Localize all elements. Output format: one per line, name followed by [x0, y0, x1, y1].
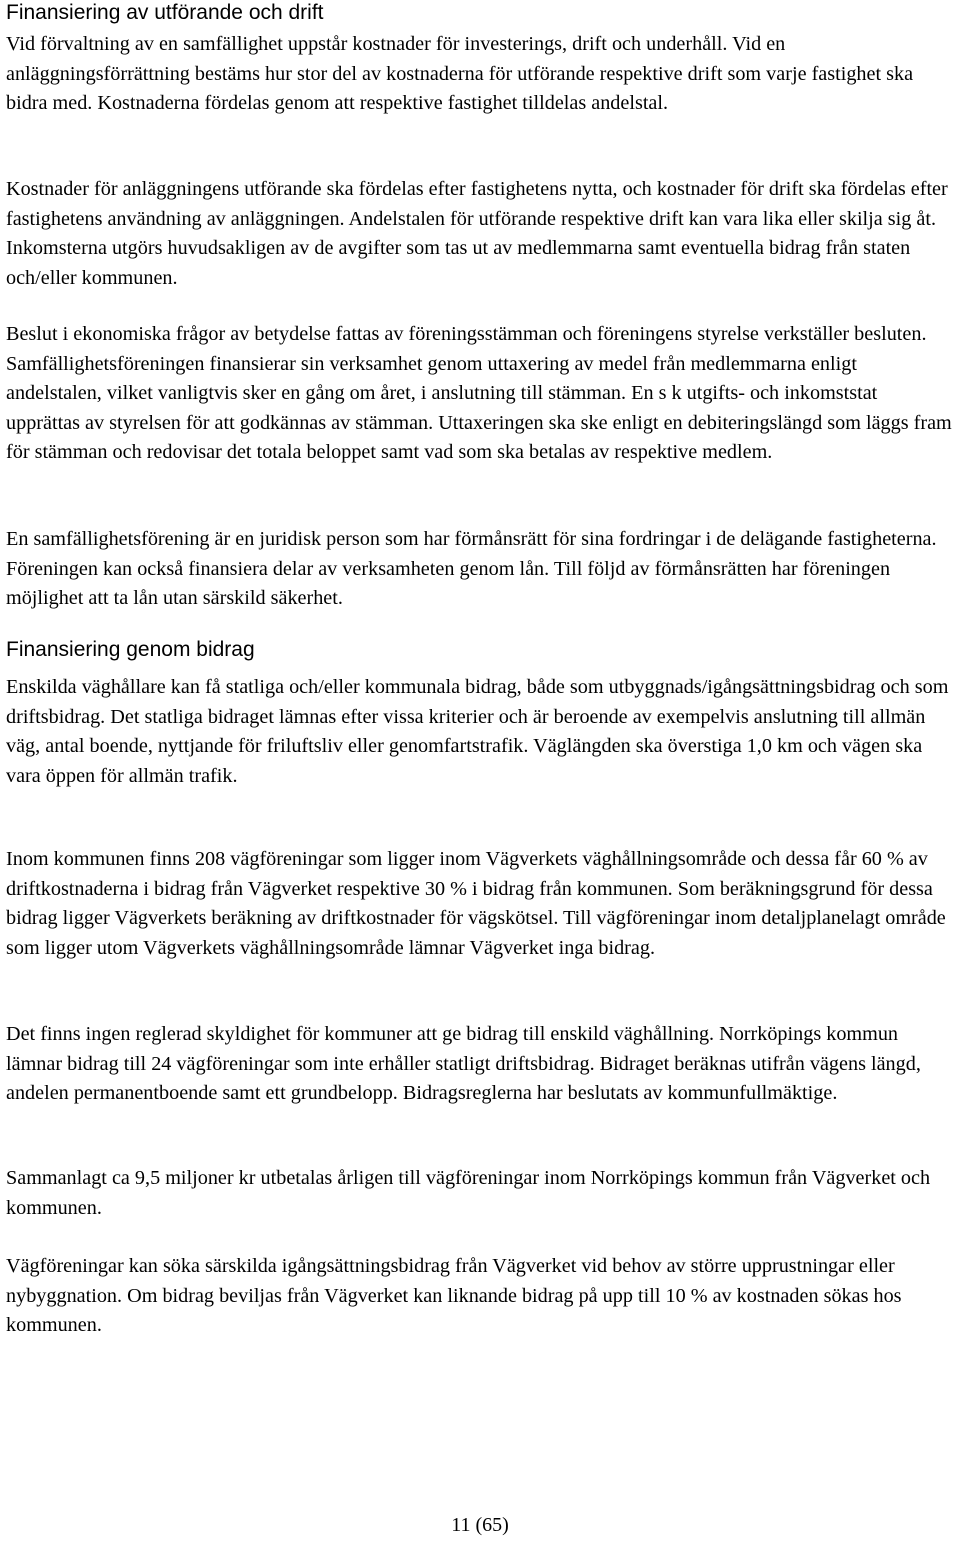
- paragraph-municipal-obligation: Det finns ingen reglerad skyldighet för kommuner att ge bidrag till enskild väghållning. Norrköpings kommun lämnar bidrag till 24 vägföreningar som inte erhåller statligt driftsbidrag. Bidraget beräknas utifrån vägens längd, andelen permanentboende samt ett grundbelopp. Bidragsreglerna har beslutats av kommunfullmäktige.: [6, 1023, 921, 1104]
- section-heading-financing-grants: Finansiering genom bidrag: [6, 638, 255, 661]
- paragraph-private-road-grants: Enskilda väghållare kan få statliga och/eller kommunala bidrag, både som utbyggnads/igångsättningsbidrag och som driftsbidrag. Det statliga bidraget lämnas efter vissa kriterier och är beroende av exempelvis anslutning till allmän väg, antal boende, nyttjande för friluftsliv eller genomfartstrafik. Väglängden ska överstiga 1,0 km och vägen ska vara öppen för allmän trafik.: [6, 676, 949, 787]
- paragraph-management-costs: Vid förvaltning av en samfällighet uppstår kostnader för investerings, drift och underhåll. Vid en anläggningsförrättning bestäms hur stor del av kostnaderna för utförande respektive drift som varje fastighet ska bidra med. Kostnaderna fördelas genom att respektive fastighet tilldelas andelstal.: [6, 33, 914, 114]
- paragraph-annual-total: Sammanlagt ca 9,5 miljoner kr utbetalas årligen till vägföreningar inom Norrköpings kommun från Vägverket och kommunen.: [6, 1167, 931, 1219]
- paragraph-road-associations: Inom kommunen finns 208 vägföreningar som ligger inom Vägverkets väghållningsområde och dessa får 60 % av driftkostnaderna i bidrag från Vägverket respektive 30 % i bidrag från kommunen. Som beräkningsgrund för dessa bidrag ligger Vägverkets beräkning av driftkostnader för vägskötsel. Till vägföreningar inom detaljplanelagt område som ligger utom Vägverkets väghållningsområde lämnar Vägverket inga bidrag.: [6, 848, 946, 959]
- section-heading-financing-execution: Finansiering av utförande och drift: [6, 1, 324, 24]
- paragraph-economic-decisions: Beslut i ekonomiska frågor av betydelse fattas av föreningsstämman och föreningens styrelse verkställer besluten. Samfällighetsföreningen finansierar sin verksamhet genom uttaxering av medel från medlemmarna enligt andelstalen, vilket vanligtvis sker en gång om året, i anslutning till stämman. En s k utgifts- och inkomststat upprättas av styrelsen för att godkännas av stämman. Uttaxeringen ska ske enligt en debiteringslängd som läggs fram för stämman och redovisar det totala beloppet samt vad som ska betalas av respektive medlem.: [6, 323, 952, 463]
- paragraph-cost-distribution: Kostnader för anläggningens utförande ska fördelas efter fastighetens nytta, och kostnader för drift ska fördelas efter fastighetens användning av anläggningen. Andelstalen för utförande respektive drift kan vara lika eller skilja sig åt. Inkomsterna utgörs huvudsakligen av de avgifter som tas ut av medlemmarna samt eventuella bidrag från staten och/eller kommunen.: [6, 178, 948, 289]
- paragraph-legal-person: En samfällighetsförening är en juridisk person som har förmånsrätt för sina fordringar i de delägande fastigheterna. Föreningen kan också finansiera delar av verksamheten genom lån. Till följd av förmånsrätten har föreningen möjlighet att ta lån utan särskild säkerhet.: [6, 528, 937, 609]
- paragraph-startup-grants: Vägföreningar kan söka särskilda igångsättningsbidrag från Vägverket vid behov av större upprustningar eller nybyggnation. Om bidrag beviljas från Vägverket kan liknande bidrag på upp till 10 % av kostnaden sökas hos kommunen.: [6, 1255, 902, 1336]
- page-number: 11 (65): [451, 1514, 509, 1536]
